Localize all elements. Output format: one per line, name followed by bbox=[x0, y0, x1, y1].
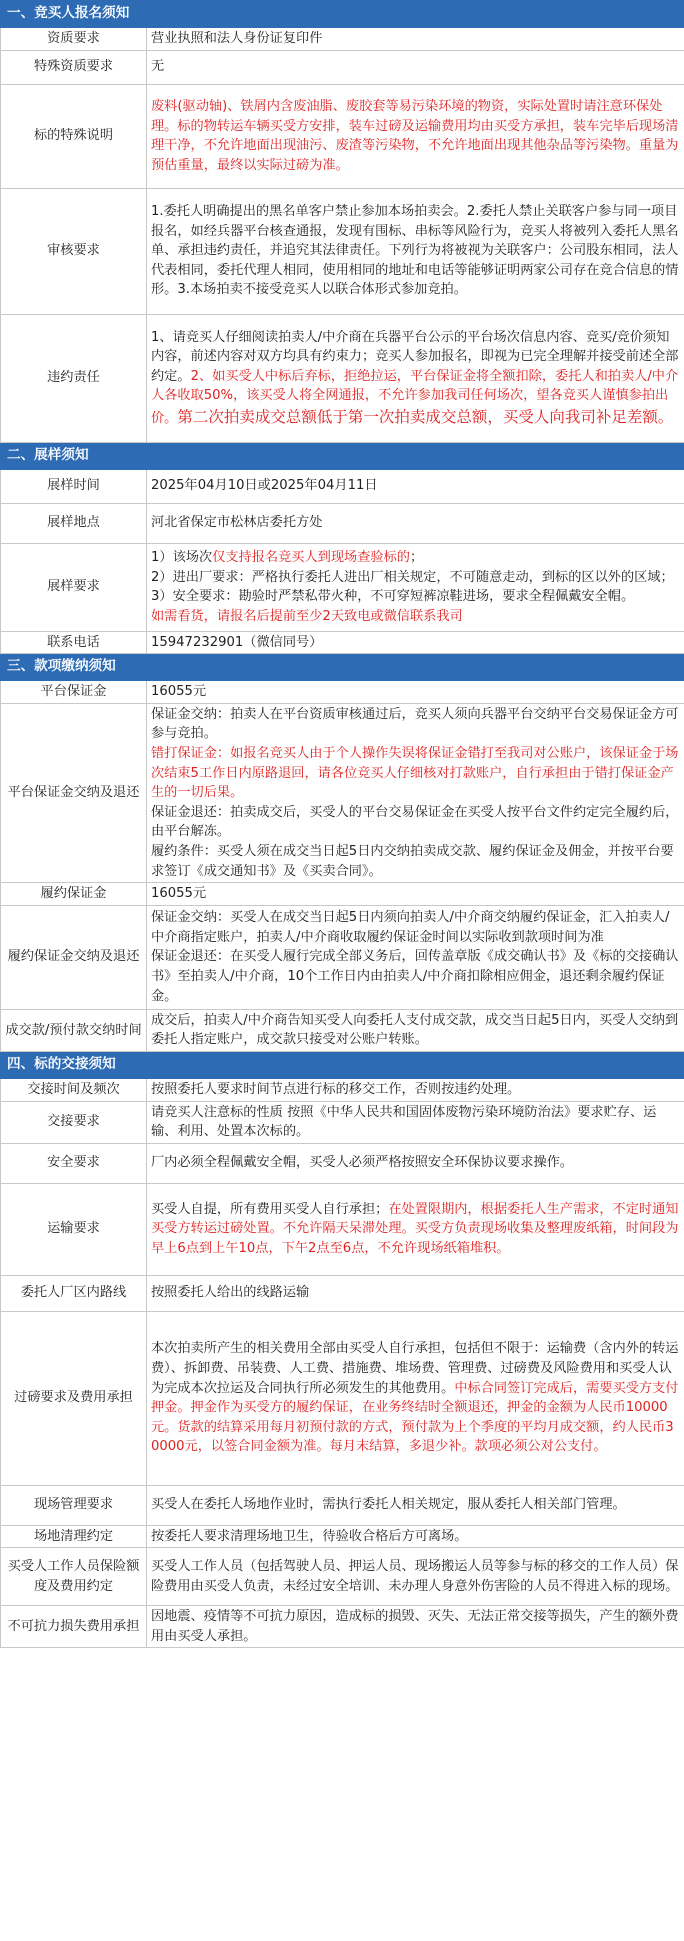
content-paragraph bbox=[151, 57, 680, 77]
row-label: 平台保证金 bbox=[1, 681, 147, 704]
content-text: 河北省保定市松林店委托方处 bbox=[151, 515, 323, 531]
highlighted-text: 在处置限期内，根据委托人生产需求，不定时通知买受方转运过磅处置。不允许隔天呆滞处理。买受方负责现场收集及整理废纸箱，时间段为早上6点到上午10点，下午2点至6点，不允许现场纸箱堆积。 bbox=[151, 1201, 679, 1256]
row-content bbox=[147, 631, 684, 654]
content-paragraph bbox=[151, 1607, 680, 1646]
content-text: 按照委托人要求时间节点进行标的移交工作，否则按违约处理。 bbox=[151, 1081, 521, 1097]
content-paragraph bbox=[151, 633, 680, 653]
row-label: 联系电话 bbox=[1, 631, 147, 654]
row-label: 成交款/预付款交纳时间 bbox=[1, 1009, 147, 1051]
table-row bbox=[1, 314, 684, 442]
content-paragraph bbox=[151, 587, 680, 607]
content-paragraph bbox=[151, 607, 680, 627]
content-text: 1）该场次 bbox=[151, 549, 213, 565]
content-text: 按委托人要求清理场地卫生，待验收合格后方可离场。 bbox=[151, 1528, 468, 1544]
content-paragraph bbox=[151, 1153, 680, 1173]
section-header bbox=[1, 442, 684, 469]
content-text: 因地震、疫情等不可抗力原因，造成标的损毁、灭失、无法正常交接等损失，产生的额外费用由买受人承担。 bbox=[151, 1609, 679, 1644]
row-label: 不可抗力损失费用承担 bbox=[1, 1606, 147, 1648]
row-label: 买受人工作人员保险额度及费用约定 bbox=[1, 1548, 147, 1606]
row-label: 展样时间 bbox=[1, 469, 147, 503]
row-label: 展样要求 bbox=[1, 543, 147, 631]
section-title: 四、标的交接须知 bbox=[1, 1051, 684, 1078]
section-header bbox=[1, 654, 684, 681]
content-text: 1、请竞买人仔细阅读拍卖人/中介商在兵器平台公示的平台场次信息内容、竞买/竞价须知内容，前述内容对双方均具有约束力；竞买人参加报名，即视为已完全理解并接受前述全部约定。 bbox=[151, 329, 679, 384]
row-label: 履约保证金交纳及退还 bbox=[1, 905, 147, 1009]
row-content bbox=[147, 1275, 684, 1311]
table-row bbox=[1, 469, 684, 503]
table-row bbox=[1, 883, 684, 906]
content-paragraph bbox=[151, 705, 680, 744]
content-paragraph bbox=[151, 568, 680, 588]
row-content bbox=[147, 883, 684, 906]
content-text: 买受人自提，所有费用买受人自行承担； bbox=[151, 1201, 389, 1217]
row-label: 安全要求 bbox=[1, 1143, 147, 1183]
content-paragraph bbox=[151, 1011, 680, 1050]
content-paragraph bbox=[151, 476, 680, 496]
row-content bbox=[147, 469, 684, 503]
table-row bbox=[1, 1485, 684, 1525]
row-content bbox=[147, 1078, 684, 1101]
table-row bbox=[1, 1275, 684, 1311]
row-content bbox=[147, 1143, 684, 1183]
row-content bbox=[147, 1525, 684, 1548]
content-text: 请竞买人注意标的性质 按照《中华人民共和国固体废物污染环境防治法》要求贮存、运输、利用、处置本次标的。 bbox=[151, 1104, 657, 1140]
content-paragraph bbox=[151, 842, 680, 881]
content-text: 16055元 bbox=[151, 684, 207, 700]
section-title: 三、款项缴纳须知 bbox=[1, 654, 684, 681]
row-content bbox=[147, 1101, 684, 1143]
content-paragraph bbox=[151, 1495, 680, 1515]
row-content bbox=[147, 188, 684, 314]
table-row bbox=[1, 1311, 684, 1485]
content-text: 2025年04月10日或2025年04月11日 bbox=[151, 478, 378, 494]
table-row bbox=[1, 631, 684, 654]
table-row bbox=[1, 1009, 684, 1051]
content-text: 无 bbox=[151, 59, 165, 75]
row-content bbox=[147, 1311, 684, 1485]
content-text: 厂内必须全程佩戴安全帽，买受人必须严格按照安全环保协议要求操作。 bbox=[151, 1155, 573, 1171]
table-row bbox=[1, 703, 684, 882]
content-paragraph bbox=[151, 682, 680, 702]
row-content bbox=[147, 50, 684, 84]
row-label: 审核要求 bbox=[1, 188, 147, 314]
content-text: 15947232901（微信同号） bbox=[151, 634, 323, 650]
sheet-bottom-strip bbox=[0, 1648, 684, 1666]
table-row bbox=[1, 543, 684, 631]
content-paragraph bbox=[151, 202, 680, 300]
section-header bbox=[1, 1, 684, 28]
table-row bbox=[1, 1548, 684, 1606]
table-row bbox=[1, 1606, 684, 1648]
content-text: 16055元 bbox=[151, 886, 207, 902]
content-paragraph bbox=[151, 29, 680, 49]
content-paragraph bbox=[151, 1557, 680, 1596]
row-content bbox=[147, 314, 684, 442]
content-paragraph bbox=[151, 548, 680, 568]
row-content bbox=[147, 543, 684, 631]
highlighted-text: 如需看货，请报名后提前至少2天致电或微信联系我司 bbox=[151, 608, 463, 624]
row-label: 现场管理要求 bbox=[1, 1485, 147, 1525]
table-row bbox=[1, 1525, 684, 1548]
row-content bbox=[147, 905, 684, 1009]
content-paragraph bbox=[151, 1283, 680, 1303]
content-paragraph bbox=[151, 1527, 680, 1547]
row-content bbox=[147, 1485, 684, 1525]
row-label: 特殊资质要求 bbox=[1, 50, 147, 84]
row-label: 展样地点 bbox=[1, 503, 147, 543]
table-row bbox=[1, 1078, 684, 1101]
highlighted-text: 2、如买受人中标后弃标，拒绝拉运，平台保证金将全额扣除，委托人和拍卖人/中介人各收取50%，该买受人将全网通报，不允许参加我司任何场次，望各竞买人谨慎参拍出价。 bbox=[151, 368, 679, 426]
content-text: 本次拍卖所产生的相关费用全部由买受人自行承担，包括但不限于：运输费（含内外的转运费）、拆卸费、吊装费、人工费、措施费、堆场费、管理费、过磅费及风险费用和买受人认为完成本次拉运及合同执行所必须发生的其他费用。 bbox=[151, 1341, 679, 1396]
content-paragraph bbox=[151, 947, 680, 1006]
highlighted-text: 仅支持报名竞买人到现场查验标的 bbox=[212, 549, 410, 565]
row-content bbox=[147, 1606, 684, 1648]
table-row bbox=[1, 1183, 684, 1275]
table-row bbox=[1, 1143, 684, 1183]
content-paragraph bbox=[151, 513, 680, 533]
highlighted-text: 第二次拍卖成交总额低于第一次拍卖成交总额，买受人向我司补足差额。 bbox=[177, 407, 674, 426]
content-paragraph bbox=[151, 1080, 680, 1100]
content-text: 按照委托人给出的线路运输 bbox=[151, 1285, 310, 1301]
content-paragraph bbox=[151, 1103, 680, 1142]
content-paragraph bbox=[151, 328, 680, 429]
content-text: 成交后，拍卖人/中介商告知买受人向委托人支付成交款，成交当日起5日内，买受人交纳到委托人指定账户，成交款只接受对公账户转账。 bbox=[151, 1012, 679, 1048]
table-row bbox=[1, 1101, 684, 1143]
content-text: ； bbox=[409, 549, 424, 565]
content-text: 3）安全要求：勘验时严禁私带火种，不可穿短裤凉鞋进场，要求全程佩戴安全帽。 bbox=[151, 589, 635, 605]
table-row bbox=[1, 681, 684, 704]
content-paragraph bbox=[151, 884, 680, 904]
table-row bbox=[1, 28, 684, 51]
content-text: 保证金退还：拍卖成交后，买受人的平台交易保证金在买受人按平台文件约定完全履约后，由平台解冻。 bbox=[151, 804, 679, 840]
row-label: 交接要求 bbox=[1, 1101, 147, 1143]
content-text: 1.委托人明确提出的黑名单客户禁止参加本场拍卖会。2.委托人禁止关联客户参与同一项目报名，如经兵器平台核查通报，发现有围标、串标等风险行为，竞买人将被列入委托人黑名单、承担违约责任，并追究其法律责任。下列行为将被视为关联客户：公司股东相同，法人代表相同，委托代理人相同，使用相同的地址和电话等能够证明两家公司存在竞合信息的情形。3.本场拍卖不接受竞买人以联合体形式参加竞拍。 bbox=[151, 204, 679, 298]
row-content bbox=[147, 1009, 684, 1051]
row-content bbox=[147, 1183, 684, 1275]
content-paragraph bbox=[151, 1339, 680, 1457]
row-label: 过磅要求及费用承担 bbox=[1, 1311, 147, 1485]
row-label: 场地清理约定 bbox=[1, 1525, 147, 1548]
highlighted-text: 废料(驱动轴)、铁屑内含废油脂、废胶套等易污染环境的物资，实际处置时请注意环保处理。标的物转运车辆买受方安排，装车过磅及运输费用均由买受方承担，装车完毕后现场清理干净，不允许地面出现油污、废渣等污染物，不允许地面出现其他杂品等污染物。重量为预估重量，最终以实际过磅为准。 bbox=[151, 98, 679, 173]
row-content bbox=[147, 503, 684, 543]
table-row bbox=[1, 905, 684, 1009]
row-label: 交接时间及频次 bbox=[1, 1078, 147, 1101]
content-text: 保证金交纳：拍卖人在平台资质审核通过后，竞买人须向兵器平台交纳平台交易保证金方可参与竞拍。 bbox=[151, 706, 679, 742]
content-text: 营业执照和法人身份证复印件 bbox=[151, 31, 323, 46]
section-header bbox=[1, 1051, 684, 1078]
content-paragraph bbox=[151, 1200, 680, 1259]
content-paragraph bbox=[151, 744, 680, 803]
content-text: 买受人工作人员（包括驾驶人员、押运人员、现场搬运人员等参与标的移交的工作人员）保险费用由买受人负责，未经过安全培训、未办理人身意外伤害险的人员不得进入标的现场。 bbox=[151, 1559, 679, 1594]
row-label: 运输要求 bbox=[1, 1183, 147, 1275]
content-paragraph bbox=[151, 908, 680, 947]
row-label: 履约保证金 bbox=[1, 883, 147, 906]
content-paragraph bbox=[151, 97, 680, 175]
row-label: 平台保证金交纳及退还 bbox=[1, 703, 147, 882]
row-label: 委托人厂区内路线 bbox=[1, 1275, 147, 1311]
table-row bbox=[1, 84, 684, 188]
content-text: 保证金退还：在买受人履行完成全部义务后，回传盖章版《成交确认书》及《标的交接确认书》至拍卖人/中介商，10个工作日内由拍卖人/中介商扣除相应佣金，退还剩余履约保证金。 bbox=[151, 949, 679, 1004]
highlighted-text: 错打保证金：如报名竞买人由于个人操作失误将保证金错打至我司对公账户，该保证金于场次结束5工作日内原路退回，请各位竞买人仔细核对打款账户，自行承担由于错打保证金产生的一切后果。 bbox=[151, 745, 679, 801]
row-content bbox=[147, 84, 684, 188]
row-content bbox=[147, 681, 684, 704]
row-label: 标的特殊说明 bbox=[1, 84, 147, 188]
content-text: 2）进出厂要求：严格执行委托人进出厂相关规定，不可随意走动，到标的区以外的区域； bbox=[151, 569, 674, 585]
content-text: 买受人在委托人场地作业时，需执行委托人相关规定，服从委托人相关部门管理。 bbox=[151, 1497, 626, 1513]
content-paragraph bbox=[151, 803, 680, 842]
table-row bbox=[1, 50, 684, 84]
content-text: 履约条件：买受人须在成交当日起5日内交纳拍卖成交款、履约保证金及佣金，并按平台要求签订《成交通知书》及《买卖合同》。 bbox=[151, 843, 674, 879]
table-row bbox=[1, 188, 684, 314]
section-title: 二、展样须知 bbox=[1, 442, 684, 469]
row-label: 违约责任 bbox=[1, 314, 147, 442]
table-row bbox=[1, 503, 684, 543]
section-title: 一、竞买人报名须知 bbox=[1, 1, 684, 28]
highlighted-text: 中标合同签订完成后，需要买受方支付押金。押金作为买受方的履约保证，在业务终结时全额退还，押金的金额为人民币10000元。货款的结算采用每月初预付款的方式，预付款为上个季度的平均月成交额，约人民币30000元，以签合同金额为准。每月末结算，多退少补。款项必须公对公支付。 bbox=[151, 1380, 679, 1455]
row-content bbox=[147, 28, 684, 51]
row-content bbox=[147, 1548, 684, 1606]
row-label: 资质要求 bbox=[1, 28, 147, 51]
content-text: 保证金交纳：买受人在成交当日起5日内须向拍卖人/中介商交纳履约保证金，汇入拍卖人/中介商指定账户，拍卖人/中介商收取履约保证金时间以实际收到款项时间为准 bbox=[151, 910, 670, 945]
row-content bbox=[147, 703, 684, 882]
